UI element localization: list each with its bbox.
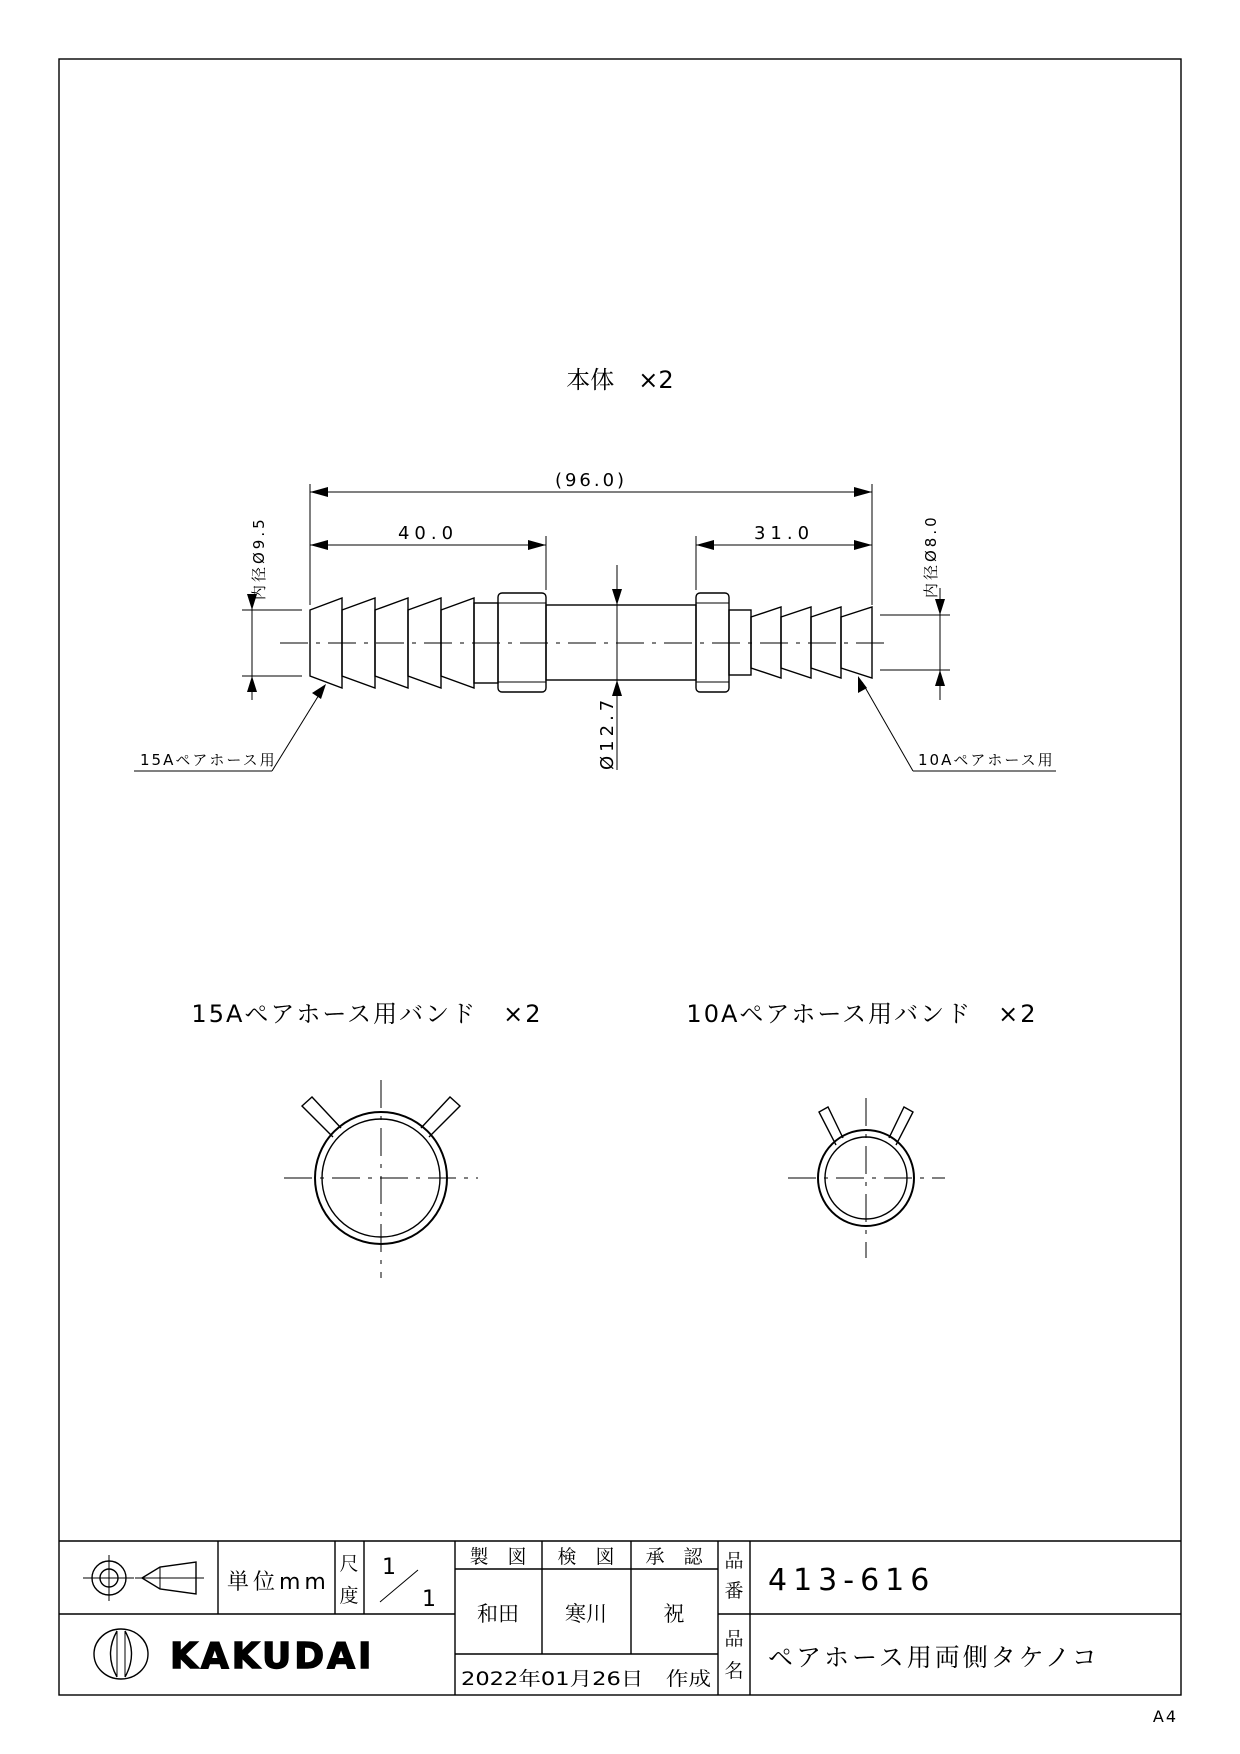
part-name-label-2: 名 — [724, 1660, 744, 1682]
band-10a-title: 10Aペアホース用バンド ×2 — [686, 1000, 1038, 1028]
dim-left-length: 40.0 — [397, 523, 459, 544]
paper-size: A4 — [1152, 1707, 1178, 1726]
third-angle-projection-icon — [83, 1555, 204, 1601]
drawing-date: 2022年01月26日 作成 — [461, 1668, 711, 1690]
sheet-frame — [59, 59, 1181, 1695]
kakudai-logo-icon — [94, 1629, 148, 1679]
leader-label-15a: 15Aペアホース用 — [140, 751, 277, 769]
unit-label: 単位mm — [227, 1570, 330, 1595]
scale-numerator: 1 — [382, 1555, 396, 1580]
drawn-by: 和田 — [477, 1602, 519, 1626]
dim-outer: Ø12.7 — [597, 695, 618, 770]
band-15a-drawing — [284, 1080, 478, 1278]
leader-label-10a: 10Aペアホース用 — [918, 751, 1055, 769]
brand-wordmark: KAKUDAI — [170, 1636, 375, 1677]
part-no-label-2: 番 — [724, 1580, 744, 1602]
part-name: ペアホース用両側タケノコ — [768, 1643, 1100, 1672]
header-drawn: 製 図 — [469, 1546, 527, 1568]
band-15a-title: 15Aペアホース用バンド ×2 — [191, 1000, 543, 1028]
part-name-label-1: 品 — [724, 1628, 744, 1650]
dim-overall: (96.0) — [554, 470, 628, 491]
header-approved: 承 認 — [645, 1546, 703, 1568]
part-no-label-1: 品 — [724, 1550, 744, 1572]
part-number: 413-616 — [768, 1563, 936, 1598]
checked-by: 寒川 — [565, 1602, 607, 1626]
scale-denominator: 1 — [422, 1587, 436, 1612]
approved-by: 祝 — [663, 1602, 685, 1626]
body-title: 本体 ×2 — [566, 366, 674, 394]
dim-right-length: 31.0 — [753, 523, 815, 544]
body-part-view — [134, 470, 1056, 771]
dim-inner-left: 内径Ø9.5 — [250, 516, 268, 600]
title-block — [59, 1541, 1181, 1695]
band-10a-drawing — [788, 1098, 945, 1258]
dim-inner-right: 内径Ø8.0 — [922, 514, 940, 598]
scale-label-bottom: 度 — [339, 1585, 359, 1607]
header-checked: 検 図 — [557, 1546, 615, 1568]
scale-label-top: 尺 — [339, 1553, 359, 1575]
